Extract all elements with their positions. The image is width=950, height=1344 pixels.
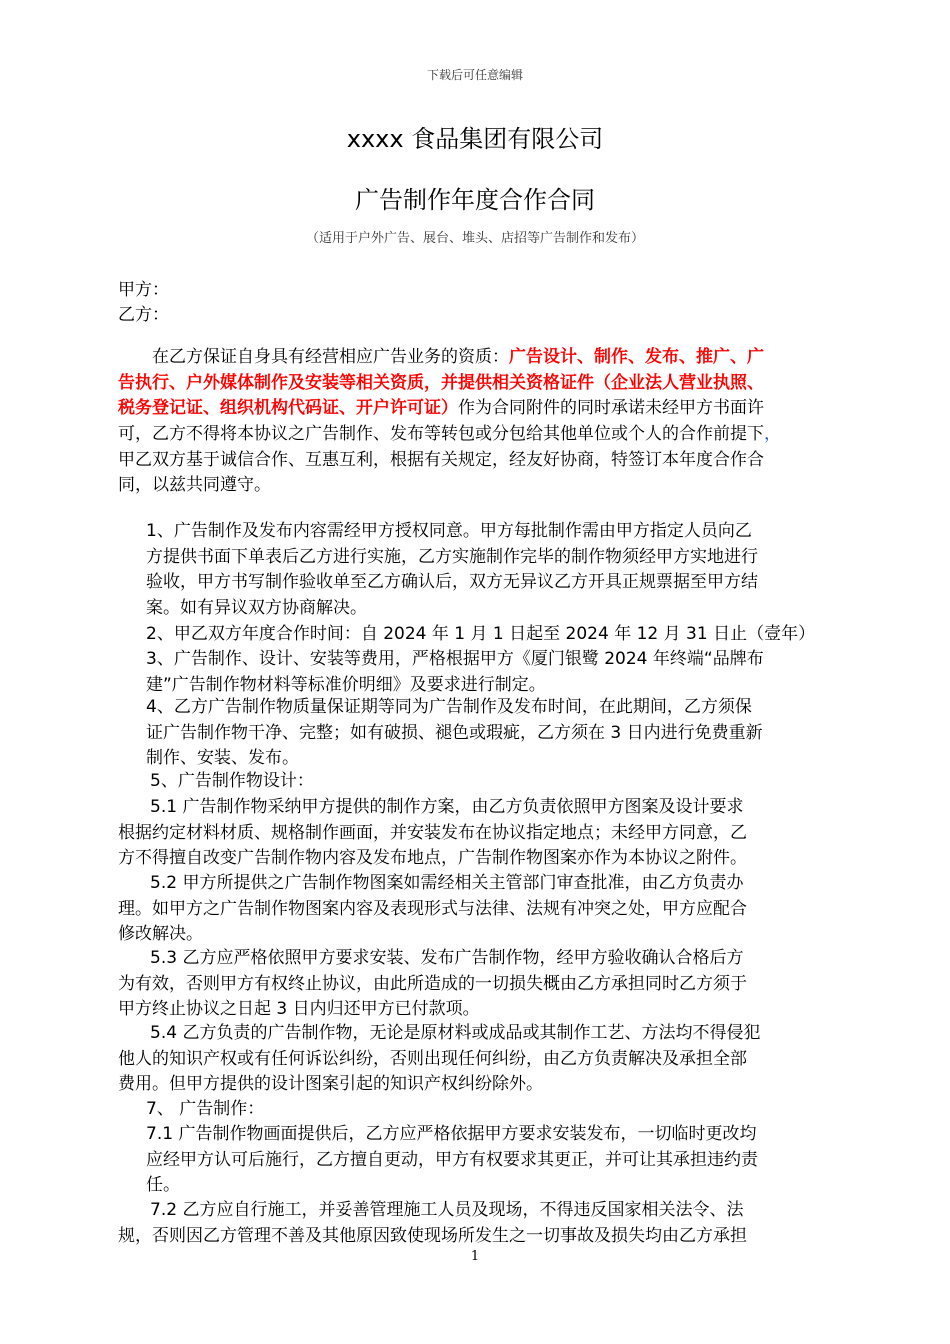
- clause-line: 理。如甲方之广告制作物图案内容及表现形式与法律、法规有冲突之处，甲方应配合: [118, 898, 747, 919]
- clause-line: 案。如有异议双方协商解决。: [146, 598, 367, 619]
- clause-7-1: [146, 1122, 758, 1199]
- page-number: 1: [470, 1249, 480, 1264]
- clause-line: 5.2 甲方所提供之广告制作物图案如需经相关主管部门审查批准，由乙方负责办: [150, 873, 744, 893]
- intro-comma: ，: [764, 424, 781, 445]
- clause-4: [146, 695, 763, 772]
- clause-5-3: [118, 946, 747, 1023]
- clause-7: [146, 1097, 264, 1123]
- clause-line: 方提供书面下单表后乙方进行实施，乙方实施制作完毕的制作物须经甲方实地进行: [146, 546, 758, 567]
- intro-highlight: 税务登记证、组织机构代码证、开户许可证）: [118, 398, 458, 419]
- clause-line: 制作、安装、发布。: [146, 748, 299, 769]
- intro-paragraph: [118, 345, 781, 499]
- clause-1: [146, 519, 758, 622]
- clause-line: 5.3 乙方应严格依照甲方要求安装、发布广告制作物，经甲方验收确认合格后方: [150, 948, 744, 968]
- clause-line: 7、 广告制作：: [146, 1099, 265, 1119]
- clause-line: 甲方终止协议之日起 3 日内归还甲方已付款项。: [118, 999, 480, 1020]
- clause-line: 2、甲乙双方年度合作时间：自 2024 年 1 月 1 日起至 2024 年 12 月 31 日止（壹年）: [146, 624, 816, 644]
- clause-line: 证广告制作物干净、完整；如有破损、褪色或瑕疵，乙方须在 3 日内进行免费重新: [146, 722, 763, 743]
- clause-line: 5.1 广告制作物采纳甲方提供的制作方案，由乙方负责依照甲方图案及设计要求: [150, 797, 744, 817]
- clause-line: 7.2 乙方应自行施工，并妥善管理施工人员及现场，不得违反国家相关法令、法: [150, 1200, 744, 1220]
- clause-line: 费用。但甲方提供的设计图案引起的知识产权纠纷除外。: [118, 1074, 543, 1095]
- clause-5-2: [118, 871, 747, 948]
- intro-text: 作为合同附件的同时承诺未经甲方书面许: [458, 398, 764, 419]
- clause-line: 规，否则因乙方管理不善及其他原因致使现场所发生之一切事故及损失均由乙方承担: [118, 1225, 747, 1246]
- clause-2: [146, 622, 815, 648]
- document-title: 广告制作年度合作合同: [355, 186, 595, 214]
- clause-5-1: [118, 795, 747, 872]
- clause-line: 他人的知识产权或有任何诉讼纠纷，否则出现任何纠纷，由乙方负责解决及承担全部: [118, 1048, 747, 1069]
- intro-highlight: 广告设计、制作、发布、推广、广: [509, 347, 764, 367]
- intro-text: 可，乙方不得将本协议之广告制作、发布等转包或分包给其他单位或个人的合作前提下: [118, 424, 764, 445]
- company-name: xxxx 食品集团有限公司: [346, 125, 604, 153]
- clause-line: 方不得擅自改变广告制作物内容及发布地点，广告制作物图案亦作为本协议之附件。: [118, 848, 747, 869]
- clause-line: 根据约定材料材质、规格制作画面，并安装发布在协议指定地点；未经甲方同意，乙: [118, 822, 747, 843]
- clause-line: 7.1 广告制作物画面提供后，乙方应严格依据甲方要求安装发布，一切临时更改均: [146, 1124, 757, 1144]
- clause-line: 3、广告制作、设计、安装等费用，严格根据甲方《厦门银鹭 2024 年终端“品牌布: [146, 649, 764, 669]
- clause-line: 4、乙方广告制作物质量保证期等同为广告制作及发布时间，在此期间，乙方须保: [146, 697, 752, 717]
- clause-line: 建”广告制作物材料等标准价明细》及要求进行制定。: [146, 674, 546, 695]
- clause-3: [146, 647, 764, 698]
- document-subtitle: （适用于户外广告、展台、堆头、店招等广告制作和发布）: [305, 231, 644, 246]
- clause-line: 修改解决。: [118, 924, 203, 945]
- clause-5: [150, 769, 314, 795]
- clause-line: 5、广告制作物设计：: [150, 771, 314, 791]
- intro-text: 甲乙双方基于诚信合作、互惠互利，根据有关规定，经友好协商，特签订本年度合作合: [118, 449, 764, 470]
- clause-line: 任。: [146, 1175, 180, 1196]
- clause-line: 验收，甲方书写制作验收单至乙方确认后，双方无异议乙方开具正规票据至甲方结: [146, 572, 758, 593]
- clause-7-2: [118, 1198, 747, 1249]
- clause-line: 1、广告制作及发布内容需经甲方授权同意。甲方每批制作需由甲方指定人员向乙: [146, 521, 752, 541]
- clause-line: 5.4 乙方负责的广告制作物，无论是原材料或成品或其制作工艺、方法均不得侵犯: [150, 1023, 761, 1043]
- header-note: 下载后可任意编辑: [426, 68, 523, 82]
- clause-line: 应经甲方认可后施行，乙方擅自更动，甲方有权要求其更正，并可让其承担违约责: [146, 1149, 758, 1170]
- clause-5-4: [118, 1021, 760, 1098]
- party-b-label: 乙方：: [118, 305, 169, 325]
- intro-highlight: 告执行、户外媒体制作及安装等相关资质，并提供相关资格证件（企业法人营业执照、: [118, 372, 764, 393]
- party-a-label: 甲方：: [118, 280, 169, 300]
- intro-text: 同，以兹共同遵守。: [118, 475, 271, 496]
- intro-text: 在乙方保证自身具有经营相应广告业务的资质：: [152, 347, 509, 367]
- clause-line: 为有效，否则甲方有权终止协议，由此所造成的一切损失概由乙方承担同时乙方须于: [118, 973, 747, 994]
